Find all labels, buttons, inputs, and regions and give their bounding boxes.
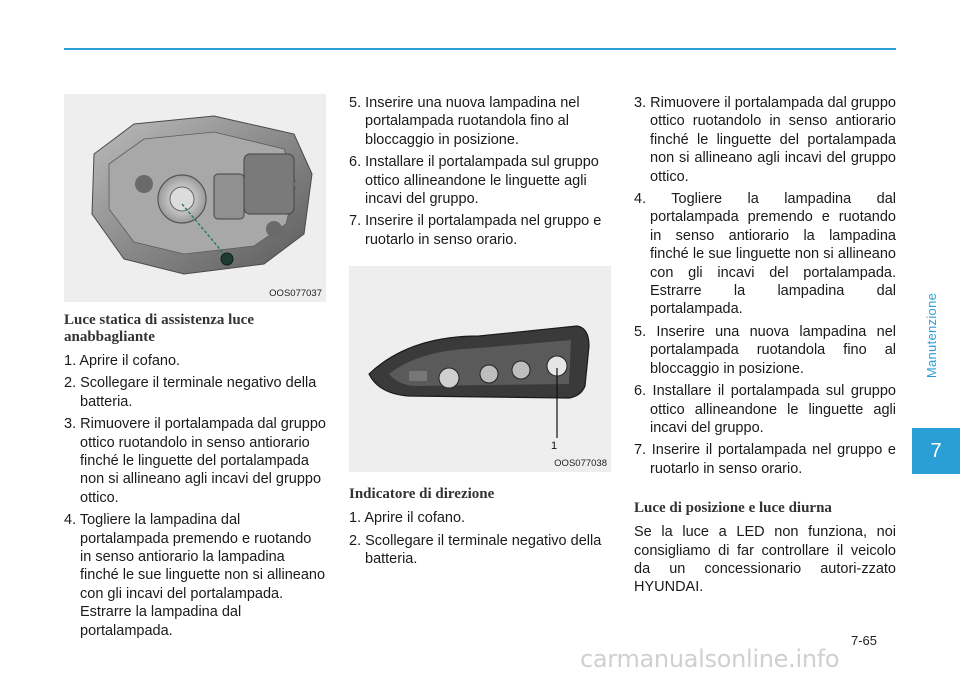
list-item: 3. Rimuovere il portalampada dal gruppo ottico ruotandolo in senso antiorario finché le linguette del portalampada non si allineano agli incavi del gruppo ottico. bbox=[64, 416, 326, 506]
section-heading-low-beam-static: Luce statica di assistenza luce anabbagliante bbox=[64, 312, 254, 345]
callout-number: 1 bbox=[551, 440, 558, 453]
watermark-text: carmanualsonline.info bbox=[580, 645, 840, 673]
figure-code: OOS077038 bbox=[554, 458, 607, 470]
list-item: 1. Aprire il cofano. bbox=[349, 510, 466, 527]
figure-code: OOS077037 bbox=[269, 288, 322, 299]
list-item: 6. Installare il portalampada sul gruppo ottico allineandone le linguette agli incavi del gruppo. bbox=[349, 154, 599, 208]
procedure-list-1 bbox=[64, 352, 326, 640]
list-item: 2. Scollegare il terminale negativo della batteria. bbox=[64, 375, 317, 410]
headlamp-assembly-illustration bbox=[64, 94, 326, 302]
list-item: 4. Togliere la lampadina dal portalampada premendo e ruotando in senso antiorario la lampadina finché le sue linguette non si allineano con gli incavi del portalampada. Estrarre la lampadina dal portalampada. bbox=[64, 512, 326, 639]
list-item: 3. Rimuovere il portalampada dal gruppo ottico ruotandolo in senso antiorario finché le linguette del portalampada non si allineano agli incavi del gruppo ottico. bbox=[634, 95, 896, 185]
column-1 bbox=[64, 94, 326, 644]
list-item: 4. Togliere la lampadina dal portalampada premendo e ruotando in senso antiorario la lampadina finché le sue linguette non si allineano con gli incavi del portalampada. Estrarre la lampadina dal portalampada. bbox=[634, 191, 896, 318]
procedure-list-4 bbox=[634, 94, 896, 478]
list-item: 5. Inserire una nuova lampadina nel portalampada ruotandola fino al bloccaggio in posizione. bbox=[634, 323, 896, 377]
section-heading-position-drl: Luce di posizione e luce diurna bbox=[634, 500, 832, 517]
list-item: 7. Inserire il portalampada nel gruppo e ruotarlo in senso orario. bbox=[634, 442, 896, 477]
body-paragraph: Se la luce a LED non funziona, noi consigliamo di far controllare il veicolo da un concessionario autori-zzato HYUNDAI. bbox=[634, 524, 896, 596]
column-3 bbox=[634, 94, 896, 597]
chapter-tab bbox=[912, 428, 960, 474]
procedure-list-3 bbox=[349, 509, 611, 568]
list-item: 6. Installare il portalampada sul gruppo ottico allineandone le linguette agli incavi del gruppo. bbox=[634, 383, 896, 436]
chapter-number: 7 bbox=[930, 439, 942, 462]
list-item: 7. Inserire il portalampada nel gruppo e ruotarlo in senso orario. bbox=[349, 213, 602, 248]
figure-turn-signal-lamp bbox=[349, 266, 611, 472]
column-2 bbox=[349, 94, 611, 572]
list-item: 1. Aprire il cofano. bbox=[64, 353, 181, 369]
header-rule bbox=[64, 48, 896, 50]
section-side-label: Manutenzione bbox=[924, 292, 940, 378]
list-item: 2. Scollegare il terminale negativo della batteria. bbox=[349, 532, 602, 568]
page-number: 7-65 bbox=[851, 633, 878, 648]
section-heading-turn-signal: Indicatore di direzione bbox=[349, 486, 495, 503]
list-item: 5. Inserire una nuova lampadina nel portalampada ruotandola fino al bloccaggio in posizione. bbox=[349, 95, 580, 148]
procedure-list-2 bbox=[349, 94, 611, 249]
figure-headlamp-assembly bbox=[64, 94, 326, 302]
turn-signal-lamp-illustration bbox=[349, 266, 611, 472]
